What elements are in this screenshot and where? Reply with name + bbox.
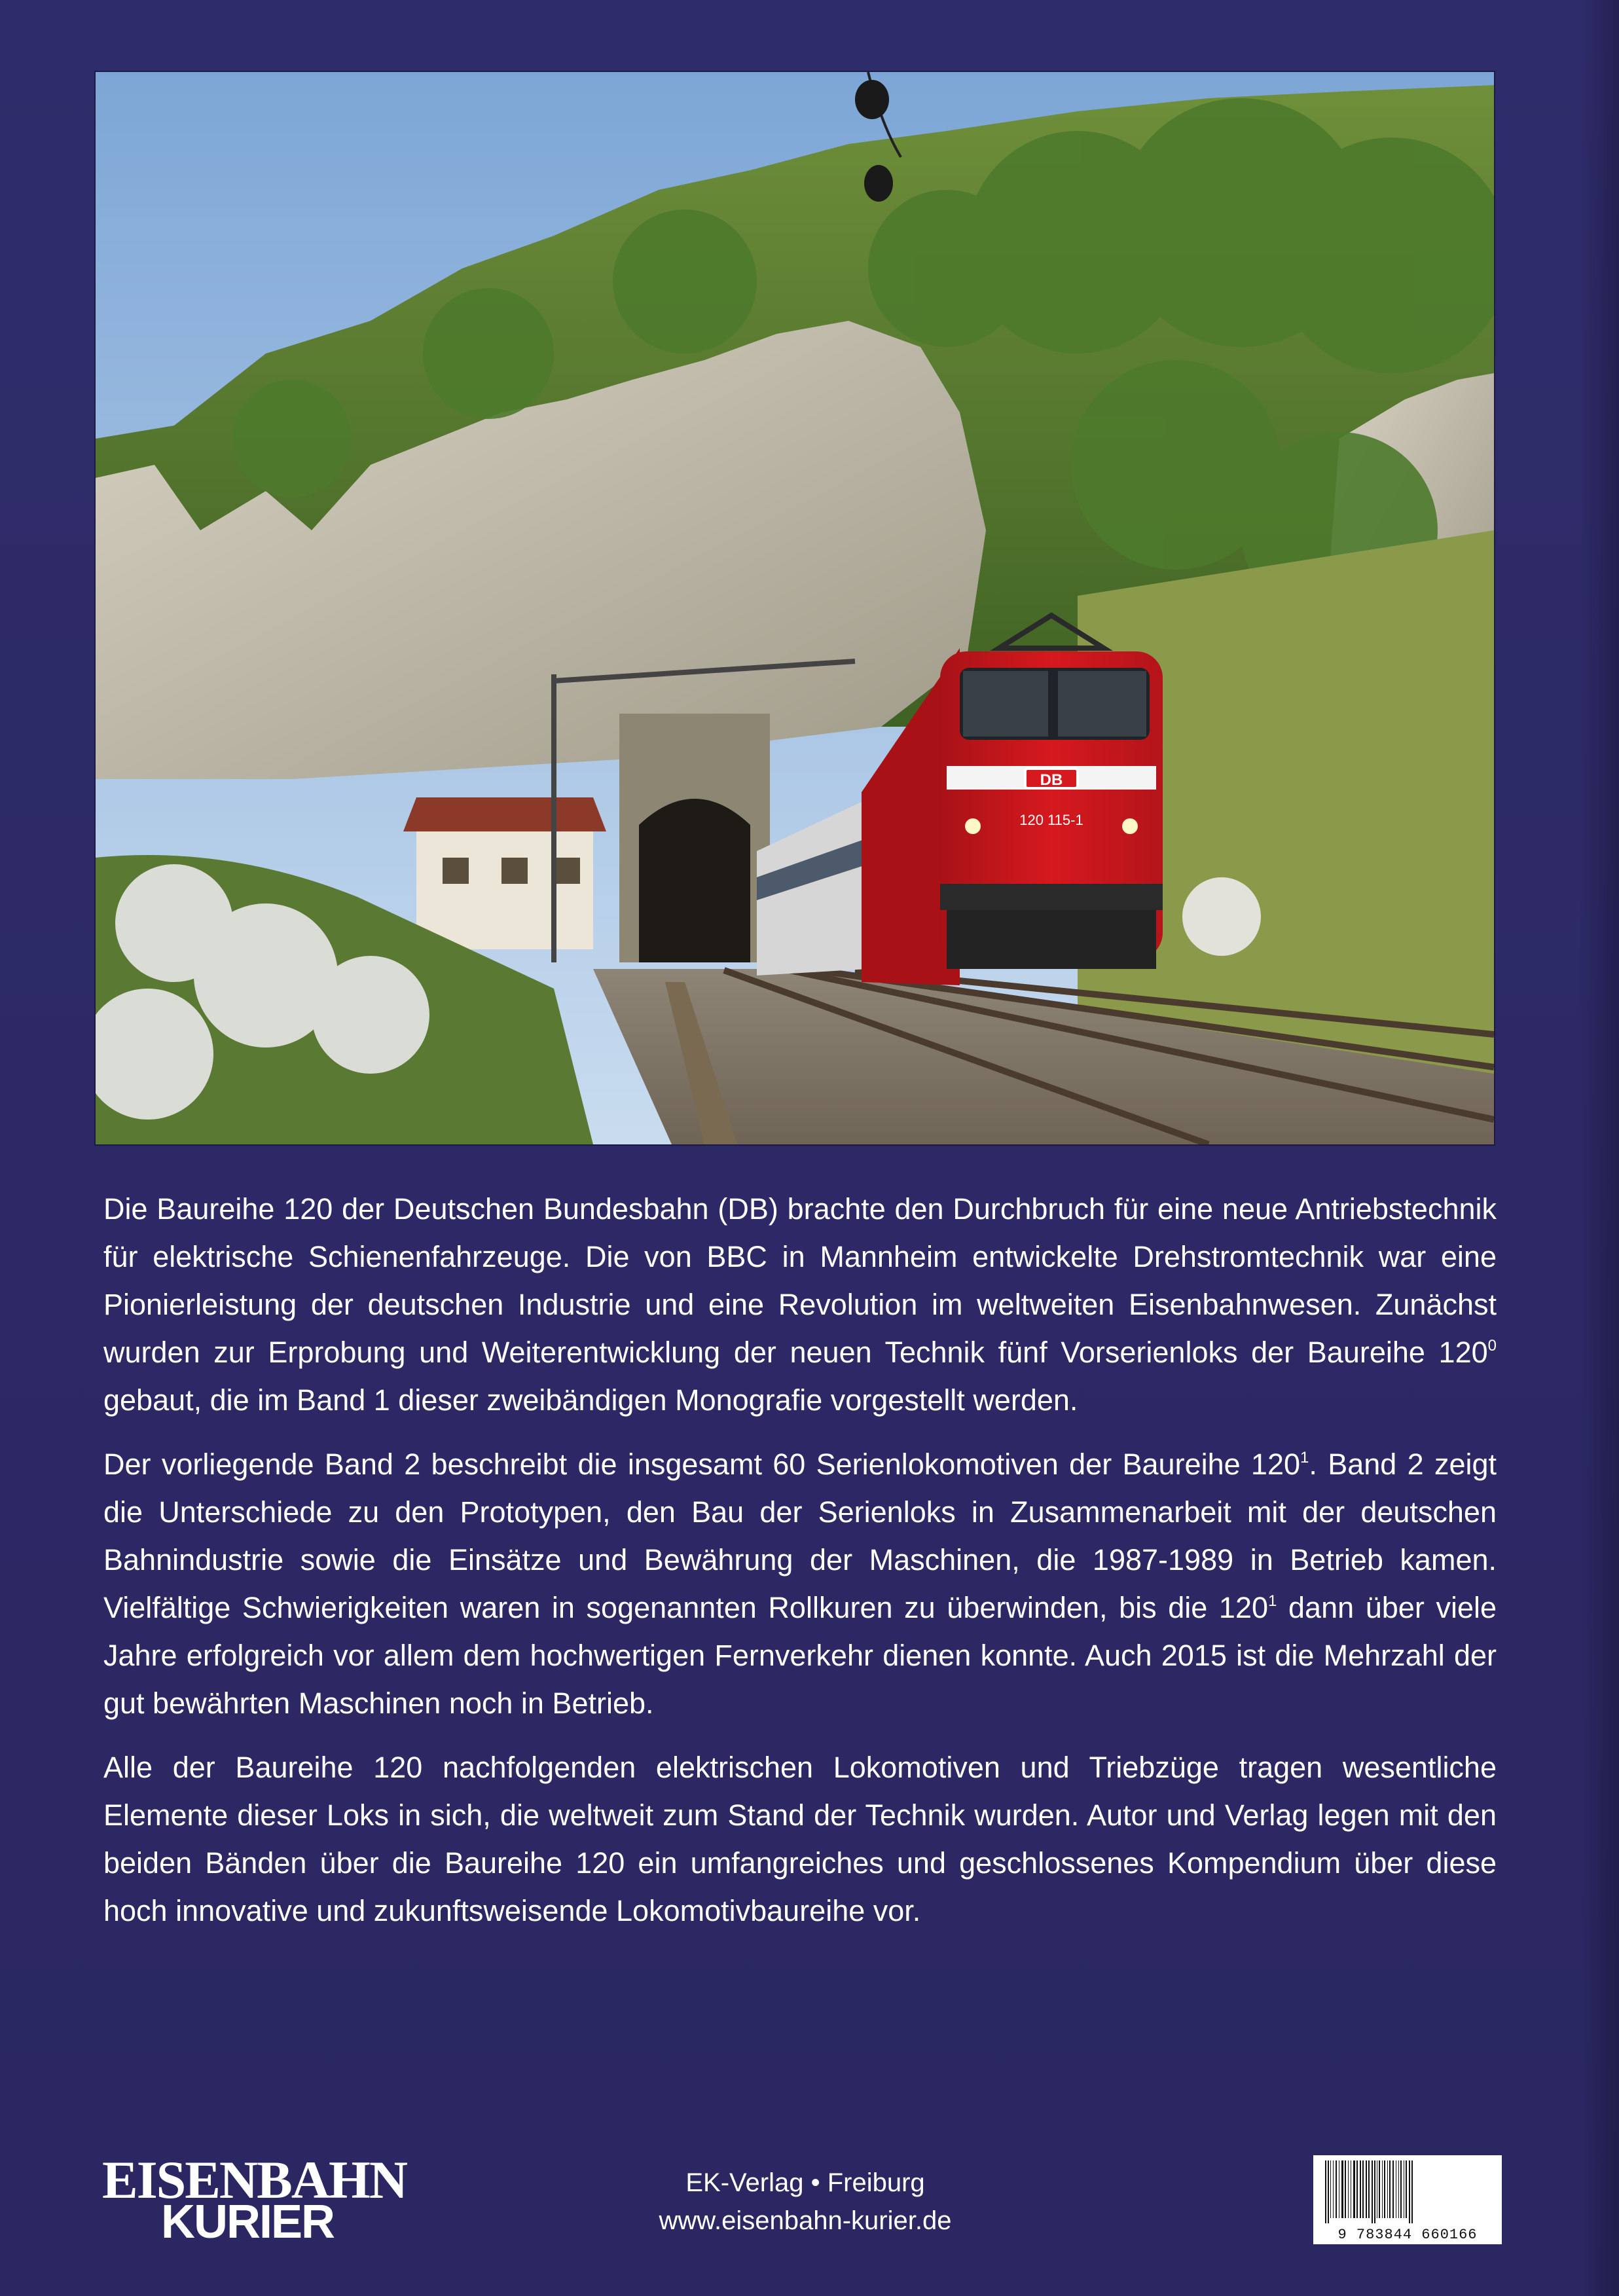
barcode-bar	[1366, 2160, 1367, 2218]
barcode-bar	[1360, 2160, 1361, 2218]
barcode-bar	[1372, 2160, 1373, 2223]
barcode-bar	[1400, 2160, 1402, 2218]
barcode-bar	[1333, 2160, 1334, 2218]
barcode-bar	[1409, 2160, 1410, 2223]
blurb-paragraph-2: Der vorliegende Band 2 beschreibt die insgesamt 60 Serienlokomotiven der Baureihe $120^1$. Band 2 zeigt die Unterschiede zu den Prototypen, den Bau der Serienloks in Zusammenarbeit mit der deutschen Bahnindustrie sowie die Einsätze und Bewährung der Maschinen, die 1987-1989 in Betrieb kamen. Vielfältige Schwierigkeiten waren in sogenannten Rollkuren zu überwinden, bis die $120^1$ dann über viele Jahre erfolgreich vor allem dem hochwertigen Fernverkehr dienen konnte. Auch 2015 ist die Mehrzahl der gut bewährten Maschinen noch in Betrieb.	[103, 1448, 1497, 1720]
barcode-bar	[1368, 2160, 1370, 2218]
logo-line-2: KURIER	[161, 2196, 335, 2248]
logo-line-1: EISENBAHN	[102, 2150, 407, 2210]
barcode-bar	[1325, 2160, 1326, 2223]
cover-photo	[96, 72, 1494, 1144]
svg-text:120 115-1: 120 115-1	[1019, 812, 1083, 828]
barcode-bar	[1379, 2160, 1380, 2218]
barcode-bar	[1374, 2160, 1375, 2223]
barcode-bar	[1387, 2160, 1388, 2218]
barcode-bars	[1313, 2155, 1502, 2226]
barcode-bar	[1345, 2160, 1346, 2218]
barcode-bar	[1382, 2160, 1383, 2218]
isbn-barcode	[1313, 2155, 1502, 2244]
house	[403, 797, 606, 949]
publisher-name: EK-Verlag • Freiburg	[685, 2168, 925, 2197]
barcode-bar	[1328, 2160, 1329, 2223]
barcode-bar	[1411, 2160, 1413, 2223]
barcode-bar	[1353, 2160, 1355, 2218]
barcode-number: 9 783844 660166	[1337, 2227, 1478, 2243]
barcode-bar	[1392, 2160, 1394, 2218]
svg-text:DB: DB	[1040, 771, 1063, 789]
barcode-bar	[1330, 2160, 1331, 2218]
cover-edge-shadow	[1580, 0, 1619, 2296]
publisher-url: www.eisenbahn-kurier.de	[659, 2206, 952, 2235]
publisher-info	[602, 2164, 1008, 2240]
tunnel-portal	[619, 714, 770, 962]
barcode-bar	[1356, 2160, 1358, 2218]
barcode-bar	[1336, 2160, 1337, 2218]
barcode-bar	[1406, 2160, 1407, 2218]
barcode-bar	[1348, 2160, 1349, 2218]
barcode-bar	[1362, 2160, 1364, 2218]
barcode-bar	[1398, 2160, 1399, 2218]
blurb-text	[103, 1185, 1497, 1951]
barcode-bar	[1341, 2160, 1343, 2218]
barcode-bar	[1384, 2160, 1385, 2218]
railway-photo-illustration	[96, 72, 1494, 1144]
insulator	[864, 165, 893, 202]
blurb-paragraph-1: Die Baureihe 120 der Deutschen Bundesbahn (DB) brachte den Durchbruch für eine neue Antriebstechnik für elektrische Schienenfahrzeuge. Die von BBC in Mannheim entwickelte Drehstromtechnik war eine Pionierleistung der deutschen Industrie und eine Revolution im weltweiten Eisenbahnwesen. Zunächst wurden zur Erprobung und Weiterentwicklung der neuen Technik fünf Vorserienloks der Baureihe $120^0$ gebaut, die im Band 1 dieser zweibändigen Monografie vorgestellt werden.	[103, 1192, 1497, 1417]
blurb-paragraph-3: Alle der Baureihe 120 nachfolgenden elektrischen Lokomotiven und Triebzüge tragen wesentliche Elemente dieser Loks in sich, die weltweit zum Stand der Technik wurden. Autor und Verlag legen mit den beiden Bänden über die Baureihe 120 ein umfangreiches und geschlossenes Kompendium über diese hoch innovative und zukunftsweisende Lokomotivbaureihe vor.	[103, 1751, 1497, 1927]
insulator	[855, 80, 889, 119]
eisenbahn-kurier-logo	[102, 2150, 429, 2259]
barcode-bar	[1389, 2160, 1391, 2218]
